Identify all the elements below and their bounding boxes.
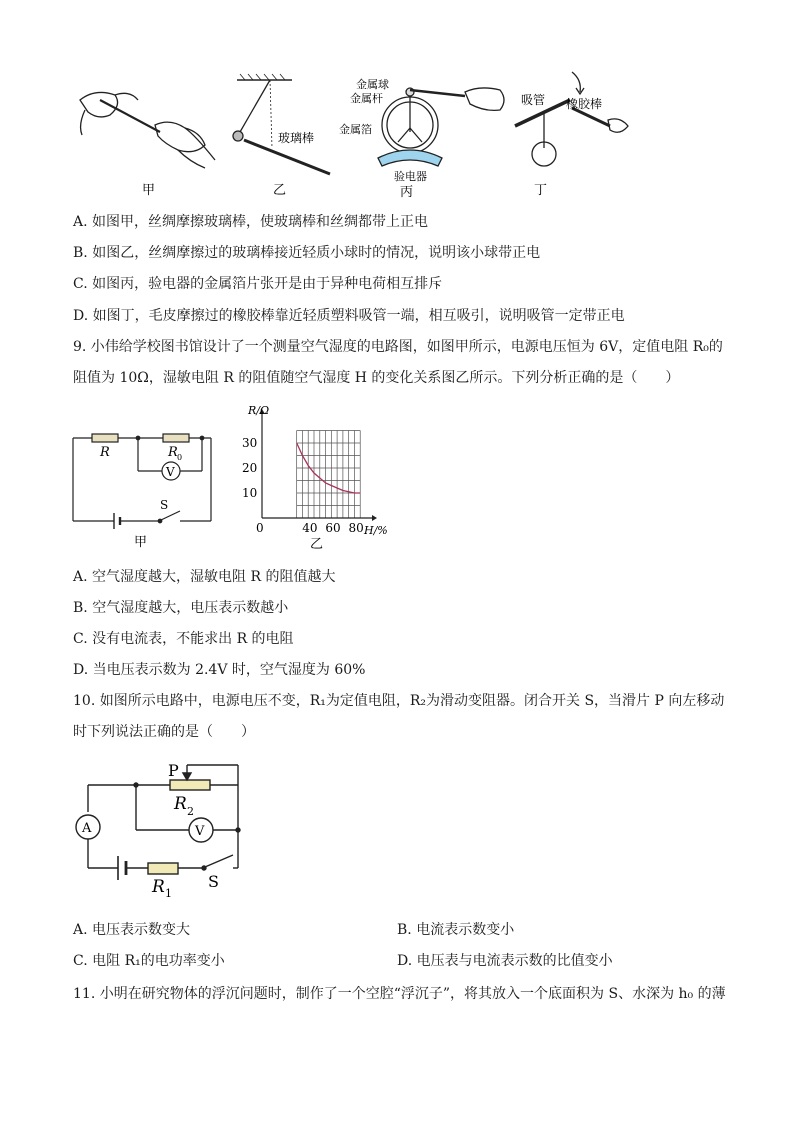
circuit-voltmeter-label: V [166,465,175,479]
q10-stem-line1: 10. 如图所示电路中，电源电压不变，R₁为定值电阻，R₂为滑动变阻器。闭合开关 S，当滑片 P 向左移动 [73,693,725,709]
q8-option-d: D. 如图丁，毛皮摩擦过的橡胶棒靠近轻质塑料吸管一端，相互吸引，说明吸管一定带正电 [73,308,625,324]
q8-option-c: C. 如图丙，验电器的金属箔片张开是由于异种电荷相互排斥 [73,276,443,292]
chart-x-tick-label: 0 [256,521,264,535]
q10-circuit-diagram [70,755,250,900]
q9-option-c: C. 没有电流表，不能求出 R 的电阻 [73,631,294,647]
fig-label-yi: 乙 [273,183,287,198]
chart-x-arrow [372,515,377,521]
q8-option-b: B. 如图乙，丝绸摩擦过的玻璃棒接近轻质小球时的情况，说明该小球带正电 [73,245,541,261]
chart-x-axis-label: H/% [364,524,388,537]
metal-rod-label: 金属杆 [350,92,383,105]
fig-label-ding: 丁 [534,183,548,198]
q10-option-b: B. 电流表示数变小 [397,922,515,938]
switch-label: S [208,872,219,891]
figure-jia [80,92,215,168]
chart-x-tick-label: 40 [302,521,318,535]
figure-bing [378,88,504,166]
metal-ball-label: 金属球 [356,78,389,91]
figure-yi [233,74,330,174]
q9-option-a: A. 空气湿度越大，湿敏电阻 R 的阻值越大 [73,569,336,585]
circuit-switch-label: S [160,498,169,512]
voltmeter-label: V [195,824,205,839]
q11-stem-line1: 11. 小明在研究物体的浮沉问题时，制作了一个空腔“浮沉子”，将其放入一个底面积为 S、水深为 h₀ 的薄 [73,986,726,1002]
fig-label-bing: 丙 [400,185,414,200]
circuit-r0-sub: 0 [177,453,183,462]
q10-option-d: D. 电压表与电流表示数的比值变小 [397,953,613,969]
r2-label: R [174,794,187,814]
q9-option-b: B. 空气湿度越大，电压表示数越小 [73,600,289,616]
q8-option-a: A. 如图甲，丝绸摩擦玻璃棒，使玻璃棒和丝绸都带上正电 [73,214,429,230]
r1-sub: 1 [165,887,172,900]
q10-option-c: C. 电阻 R₁的电功率变小 [73,953,225,969]
chart-caption: 乙 [310,537,324,550]
figure-ding [515,72,628,166]
circuit-r0-label: R [168,445,178,460]
q10-stem-line2: 时下列说法正确的是（ ） [73,724,255,740]
chart-y-tick-label: 20 [242,461,258,475]
circuit-r-label: R [100,445,110,460]
glass-rod-label: 玻璃棒 [278,131,315,145]
q10-option-a: A. 电压表示数变大 [73,922,191,938]
metal-foil-label: 金属箔 [339,123,372,136]
q9-stem-line1: 9. 小伟给学校图书馆设计了一个测量空气湿度的电路图，如图甲所示，电源电压恒为 6V，定值电阻 R₀的 [73,339,723,355]
chart-y-tick-label: 30 [242,436,258,450]
chart-x-tick-label: 60 [325,521,341,535]
rubber-rod-label: 橡胶棒 [566,97,603,111]
chart-y-axis-label: R/Ω [248,404,270,417]
q9-stem-line2: 阻值为 10Ω，湿敏电阻 R 的阻值随空气湿度 H 的变化关系图乙所示。下列分析正确的是（ ） [73,370,680,386]
q9-resistance-humidity-chart [238,400,398,550]
chart-x-tick-label: 80 [348,521,364,535]
fig-label-jia: 甲 [142,183,156,198]
q9-option-d: D. 当电压表示数为 2.4V 时，空气湿度为 60% [73,662,366,678]
q8-figures [60,70,700,200]
r1-label: R [152,877,165,897]
circuit-caption: 甲 [134,535,148,550]
q9-circuit-diagram [68,425,218,550]
ammeter-label: A [82,821,92,836]
r2-sub: 2 [187,805,194,818]
slider-p-label: P [168,761,179,780]
chart-y-tick-label: 10 [242,486,258,500]
electroscope-label: 验电器 [394,170,427,183]
straw-label: 吸管 [521,93,546,107]
